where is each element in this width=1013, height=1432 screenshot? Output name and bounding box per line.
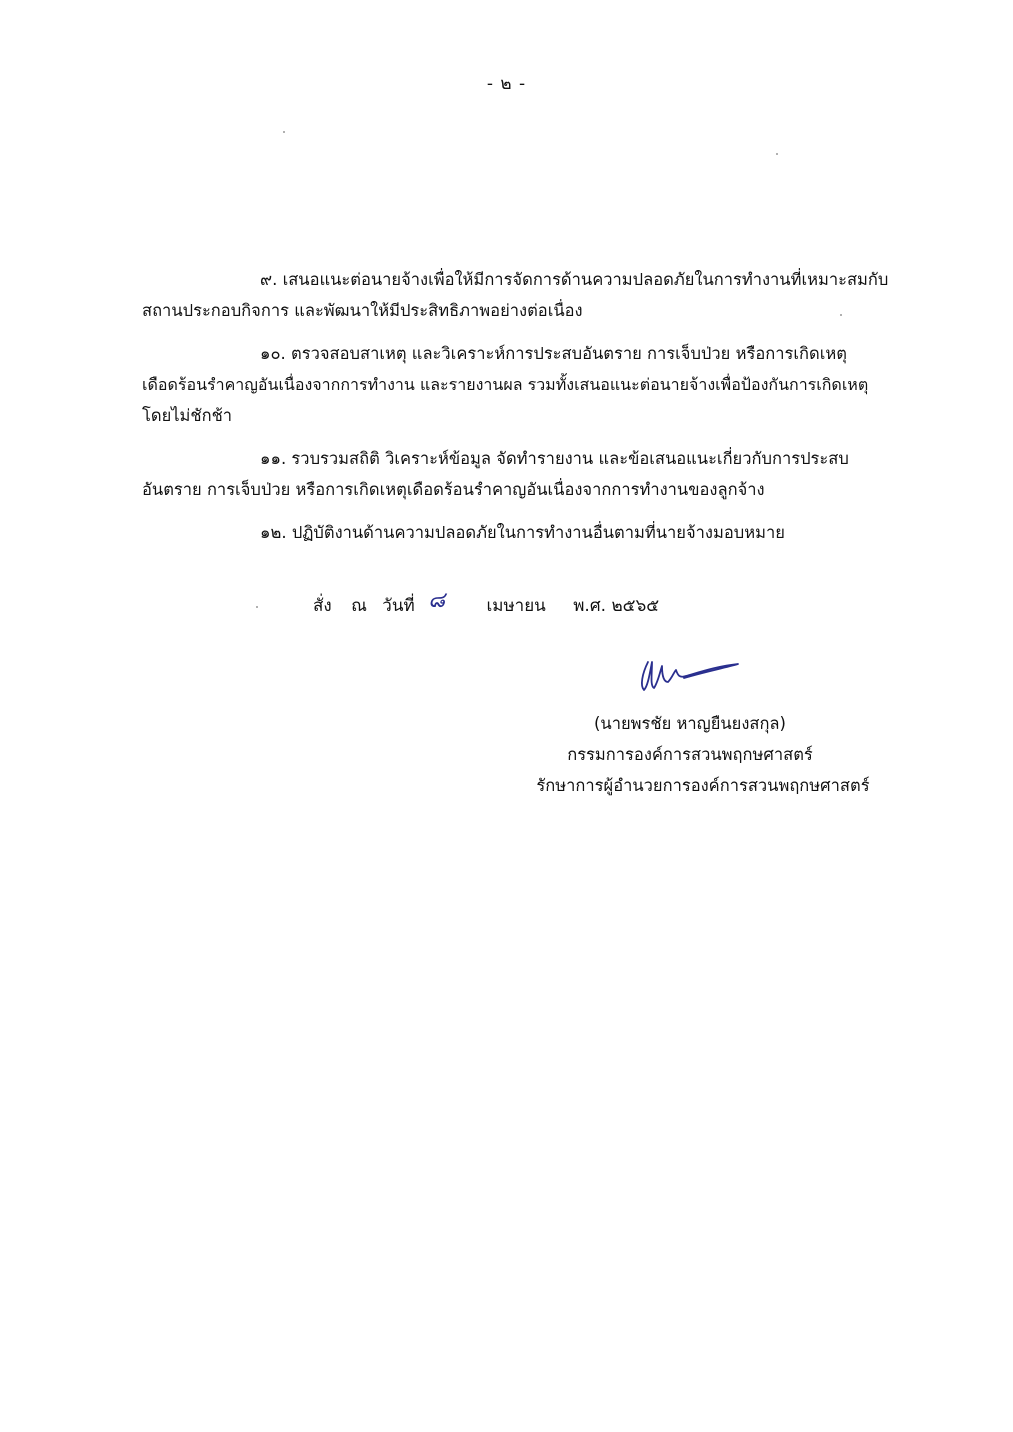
order-body <box>142 264 918 560</box>
issue-date-label: วันที่ <box>382 596 415 616</box>
signer-name: (นายพรชัย หาญยืนยงสกุล) <box>594 714 786 733</box>
scan-speck <box>776 153 778 155</box>
scan-speck <box>283 131 285 133</box>
paragraph-line: ๑๑. รวบรวมสถิติ วิเคราะห์ข้อมูล จัดทำรายงาน และข้อเสนอแนะเกี่ยวกับการประสบ <box>260 449 849 468</box>
issue-prefix: สั่ง <box>313 596 332 616</box>
scan-speck <box>840 314 842 316</box>
paragraph-line: สถานประกอบกิจการ และพัฒนาให้มีประสิทธิภาพอย่างต่อเนื่อง <box>142 301 583 320</box>
paragraph-line: ๑๒. ปฏิบัติงานด้านความปลอดภัยในการทำงานอื่นตามที่นายจ้างมอบหมาย <box>260 523 785 542</box>
paragraph-item-12 <box>142 517 918 548</box>
issue-at: ณ <box>351 596 367 616</box>
issue-month: เมษายน <box>486 596 546 616</box>
paragraph-line: อันตราย การเจ็บป่วย หรือการเกิดเหตุเดือดร้อนรำคาญอันเนื่องจากการทำงานของลูกจ้าง <box>142 480 765 499</box>
paragraph-item-11 <box>142 443 918 505</box>
paragraph-item-10 <box>142 338 918 431</box>
handwritten-signature <box>634 652 744 696</box>
signer-block <box>480 708 900 801</box>
paragraph-line: ๑๐. ตรวจสอบสาเหตุ และวิเคราะห์การประสบอันตราย การเจ็บป่วย หรือการเกิดเหตุ <box>260 344 847 363</box>
handwritten-day: ๘ <box>428 588 446 613</box>
issue-year: ๒๕๖๕ <box>611 596 660 616</box>
page-number: - ๒ - <box>486 74 527 94</box>
issue-era: พ.ศ. <box>573 596 607 616</box>
paragraph-item-9 <box>142 264 918 326</box>
signer-acting-role: รักษาการผู้อำนวยการองค์การสวนพฤกษศาสตร์ <box>536 776 870 795</box>
paragraph-line: ๙. เสนอแนะต่อนายจ้างเพื่อให้มีการจัดการด้านความปลอดภัยในการทำงานที่เหมาะสมกับ <box>260 270 889 289</box>
signer-role: กรรมการองค์การสวนพฤกษศาสตร์ <box>567 745 813 764</box>
issue-date-line <box>313 586 659 621</box>
paragraph-line: โดยไม่ชักช้า <box>142 406 233 425</box>
scan-speck <box>256 606 258 608</box>
paragraph-line: เดือดร้อนรำคาญอันเนื่องจากการทำงาน และรายงานผล รวมทั้งเสนอแนะต่อนายจ้างเพื่อป้องกันการเกิดเหตุ <box>142 375 869 394</box>
